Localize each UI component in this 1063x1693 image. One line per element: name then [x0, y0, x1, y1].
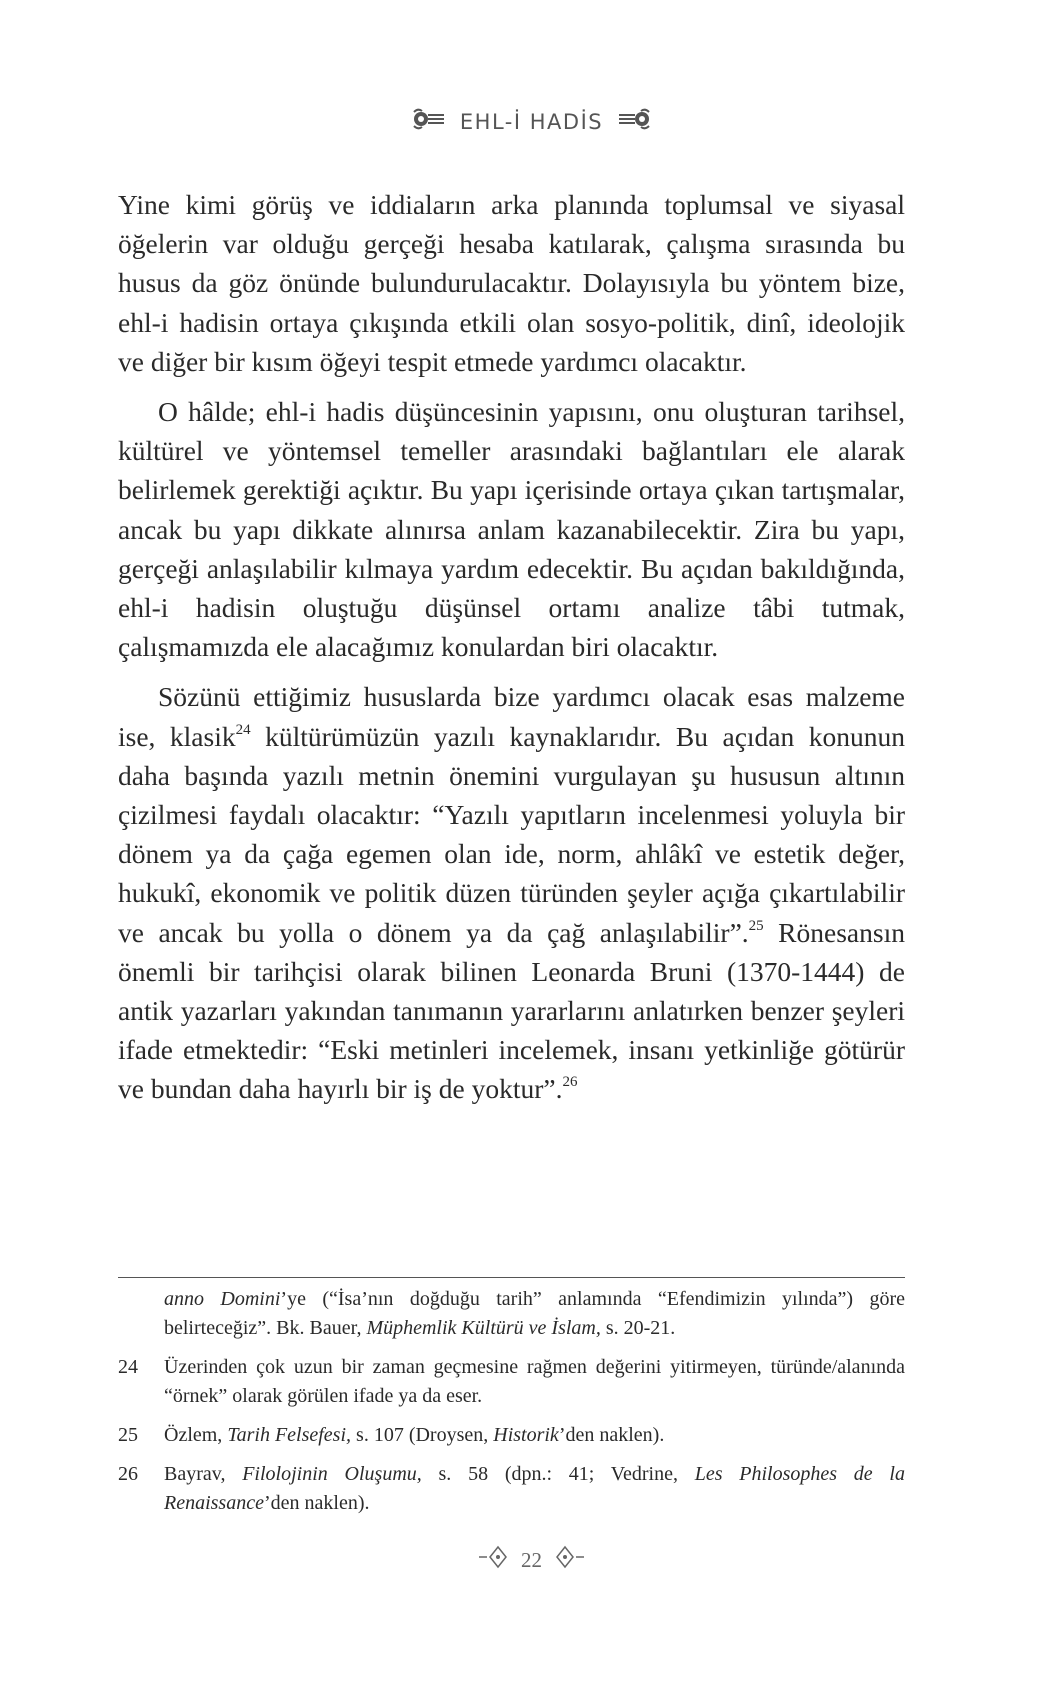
diamond-ornament-icon	[554, 1545, 584, 1575]
footnote-number: 25	[118, 1424, 138, 1446]
footnote-26-text-1: Bayrav,	[164, 1463, 243, 1485]
footnote-26-italic-2: Les Philosophes de la Renaissance	[164, 1463, 905, 1514]
footnote-26-italic-1: Filolojinin Oluşumu,	[242, 1463, 422, 1485]
footnote-25-text-1: Özlem,	[164, 1424, 228, 1446]
footnote-25-italic-2: Historik	[493, 1424, 559, 1446]
header-title: EHL-İ HADİS	[459, 109, 604, 134]
footnote-ref-26[interactable]: 26	[562, 1074, 578, 1091]
footnote-ref-25[interactable]: 25	[748, 917, 764, 934]
paragraph-3-part-a: Sözünü ettiğimiz hususlarda bize yardımcı olacak esas malzeme ise, klasik	[118, 681, 905, 752]
footnote-25-text-3: ’den naklen).	[558, 1424, 665, 1446]
main-text	[118, 185, 905, 1120]
footnote-number: 24	[118, 1356, 138, 1378]
footnote-26-text-2: s. 58 (dpn.: 41; Vedrine,	[421, 1463, 695, 1485]
paragraph-1: Yine kimi görüş ve iddiaların arka planında toplumsal ve siyasal öğelerin var olduğu gerçeği hesaba katılarak, çalışma sırasında bu husus da göz önünde bulundurulacaktır. Dolayısıyla bu yöntem bize, ehl-i hadisin ortaya çıkışında etkili olan sosyo-politik, dinî, ideolojik ve diğer bir kısım öğeyi tespit etmede yardımcı olacaktır.	[118, 189, 905, 377]
footnote-divider	[118, 1277, 905, 1278]
footnote-24	[118, 1353, 905, 1411]
footnote-continued-italic-2: Müphemlik Kültürü ve İslam,	[366, 1317, 601, 1339]
footnote-25-text-2: s. 107 (Droysen,	[351, 1424, 494, 1446]
footnote-25-italic-1: Tarih Felsefesi,	[227, 1424, 352, 1446]
page-number: 22	[521, 1547, 542, 1572]
footnote-ref-24[interactable]: 24	[235, 721, 251, 738]
fleuron-left-icon	[412, 108, 446, 135]
paragraph-3	[118, 677, 905, 1108]
footnote-continued-text-1: ’ye (“İsa’nın doğduğu tarih” anlamında “Efendimizin yılında”) göre belirteceğiz”. Bk. Bauer,	[164, 1288, 906, 1339]
footnote-26	[118, 1460, 905, 1518]
paragraph-3-part-b: kültürümüzün yazılı kaynaklarıdır. Bu açıdan konunun daha başında yazılı metnin önemini vurgulayan şu hususun altının çizilmesi faydalı olacaktır: “Yazılı yapıtların incelenmesi yoluyla bir dönem ya da çağa egemen olan ide, norm, ahlâkî ve estetik değer, hukukî, ekonomik ve politik düzen türünden şeyler açığa çıkartılabilir ve ancak bu yolla o dönem ya da çağ anlaşılabilir”.	[118, 720, 905, 948]
page-footer	[0, 1545, 1063, 1575]
footnote-continued	[118, 1285, 905, 1343]
diamond-ornament-icon	[479, 1545, 509, 1575]
footnote-25	[118, 1421, 905, 1450]
paragraph-3-part-c: Rönesansın önemli bir tarihçisi olarak bilinen Leonarda Bruni (1370-1444) de antik yazarları yakından tanımanın yararlarını anlatırken benzer şeyleri ifade etmektedir: “Eski metinleri incelemek, insanı yetkinliğe götürür ve bundan daha hayırlı bir iş de yoktur”.	[118, 916, 905, 1105]
footnote-26-text-3: ’den naklen).	[263, 1492, 370, 1514]
footnotes	[118, 1285, 905, 1528]
footnote-number: 26	[118, 1463, 138, 1485]
footnote-continued-text-2: s. 20-21.	[600, 1317, 676, 1339]
footnote-text: Üzerinden çok uzun bir zaman geçmesine rağmen değerini yitirmeyen, türünde/alanında “örnek” olarak görülen ifade ya da eser.	[164, 1356, 905, 1407]
fleuron-right-icon	[617, 108, 651, 135]
paragraph-2: O hâlde; ehl-i hadis düşüncesinin yapısını, onu oluşturan tarihsel, kültürel ve yöntemsel temeller arasındaki bağlantıları ele alarak belirlemek gerektiği açıktır. Bu yapı içerisinde ortaya çıkan tartışmalar, ancak bu yapı dikkate alınırsa anlam kazanabilecektir. Zira bu yapı, gerçeği anlaşılabilir kılmaya yardım edecektir. Bu açıdan bakıldığında, ehl-i hadisin oluştuğu düşünsel ortamı analize tâbi tutmak, çalışmamızda ele alacağımız konulardan biri olacaktır.	[118, 396, 905, 663]
footnote-continued-italic-1: anno Domini	[164, 1288, 281, 1310]
running-header	[0, 108, 1063, 135]
